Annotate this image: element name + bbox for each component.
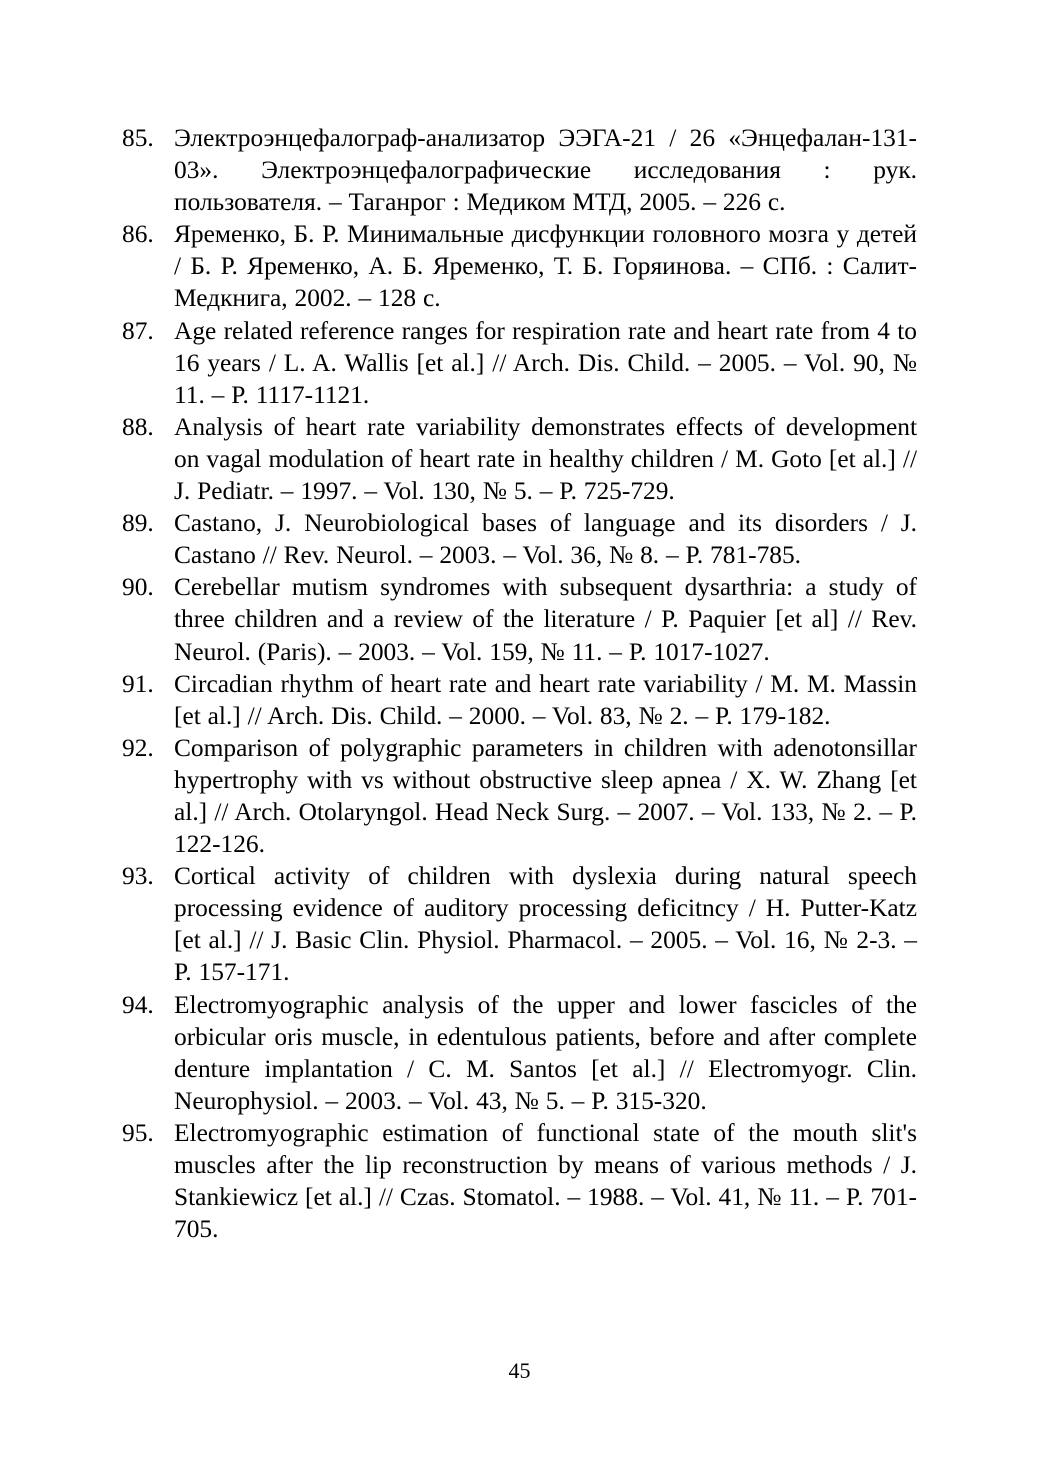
reference-text: Circadian rhythm of heart rate and heart rate variability / M. M. Massin [et al.] // Arch. Dis. Child. – 2000. – Vol. 83, № 2. – P. 179-182. (174, 669, 917, 730)
reference-number: 92. (122, 733, 154, 762)
reference-text: Яременко, Б. Р. Минимальные дисфункции головного мозга у детей / Б. Р. Яременко, А. Б. Яременко, Т. Б. Горяинова. – СПб. : Салит-Медкнига, 2002. – 128 с. (174, 220, 917, 313)
reference-text: Castano, J. Neurobiological bases of language and its disorders / J. Castano // Rev. Neurol. – 2003. – Vol. 36, № 8. – P. 781-785. (174, 509, 917, 570)
reference-number: 88. (122, 412, 154, 441)
reference-text: Cortical activity of children with dyslexia during natural speech processing evidence of auditory processing deficitncy / H. Putter-Katz [et al.] // J. Basic Clin. Physiol. Pharmacol. – 2005. – Vol. 16, № 2-3. – P. 157-171. (174, 862, 917, 987)
reference-item (122, 668, 917, 732)
reference-item (122, 411, 917, 507)
reference-number: 87. (122, 316, 154, 345)
reference-item (122, 122, 917, 218)
reference-text: Age related reference ranges for respiration rate and heart rate from 4 to 16 years / L. A. Wallis [et al.] // Arch. Dis. Child. – 2005. – Vol. 90, № 11. – P. 1117-1121. (174, 316, 917, 409)
reference-list (122, 122, 917, 1245)
reference-number: 86. (122, 220, 154, 249)
reference-item (122, 732, 917, 860)
reference-number: 89. (122, 509, 154, 538)
reference-text: Comparison of polygraphic parameters in children with adenotonsillar hypertrophy with vs without obstructive sleep apnea / X. W. Zhang [et al.] // Arch. Otolaryngol. Head Neck Surg. – 2007. – Vol. 133, № 2. – P. 122-126. (174, 733, 917, 859)
reference-item (122, 218, 917, 314)
reference-text: Electromyographic estimation of functional state of the mouth slit's muscles after the lip reconstruction by means of various methods / J. Stankiewicz [et al.] // Czas. Stomatol. – 1988. – Vol. 41, № 11. – P. 701-705. (174, 1118, 917, 1244)
reference-number: 94. (122, 990, 154, 1019)
reference-item (122, 571, 917, 667)
reference-item (122, 989, 917, 1117)
reference-text: Электроэнцефалограф-анализатор ЭЭГА-21 / 26 «Энцефалан-131-03». Электроэнцефалографические исследования : рук. пользователя. – Таганрог : Медиком МТД, 2005. – 226 с. (174, 124, 917, 217)
reference-item (122, 507, 917, 571)
reference-text: Electromyographic analysis of the upper and lower fascicles of the orbicular oris muscle, in edentulous patients, before and after complete denture implantation / C. M. Santos [et al.] // Electromyogr. Clin. Neurophysiol. – 2003. – Vol. 43, № 5. – P. 315-320. (174, 990, 917, 1115)
reference-item (122, 315, 917, 411)
reference-item (122, 1117, 917, 1245)
reference-number: 90. (122, 573, 154, 602)
reference-item (122, 860, 917, 988)
reference-number: 85. (122, 124, 154, 152)
page-number: 45 (508, 1358, 531, 1383)
reference-text: Analysis of heart rate variability demonstrates effects of development on vagal modulation of heart rate in healthy children / M. Goto [et al.] // J. Pediatr. – 1997. – Vol. 130, № 5. – P. 725-729. (174, 412, 917, 506)
reference-text: Cerebellar mutism syndromes with subsequent dysarthria: a study of three children and a review of the literature / P. Paquier [et al] // Rev. Neurol. (Paris). – 2003. – Vol. 159, № 11. – P. 1017-1027. (174, 573, 917, 666)
reference-number: 93. (122, 862, 154, 891)
reference-number: 91. (122, 669, 154, 698)
reference-number: 95. (122, 1118, 154, 1147)
